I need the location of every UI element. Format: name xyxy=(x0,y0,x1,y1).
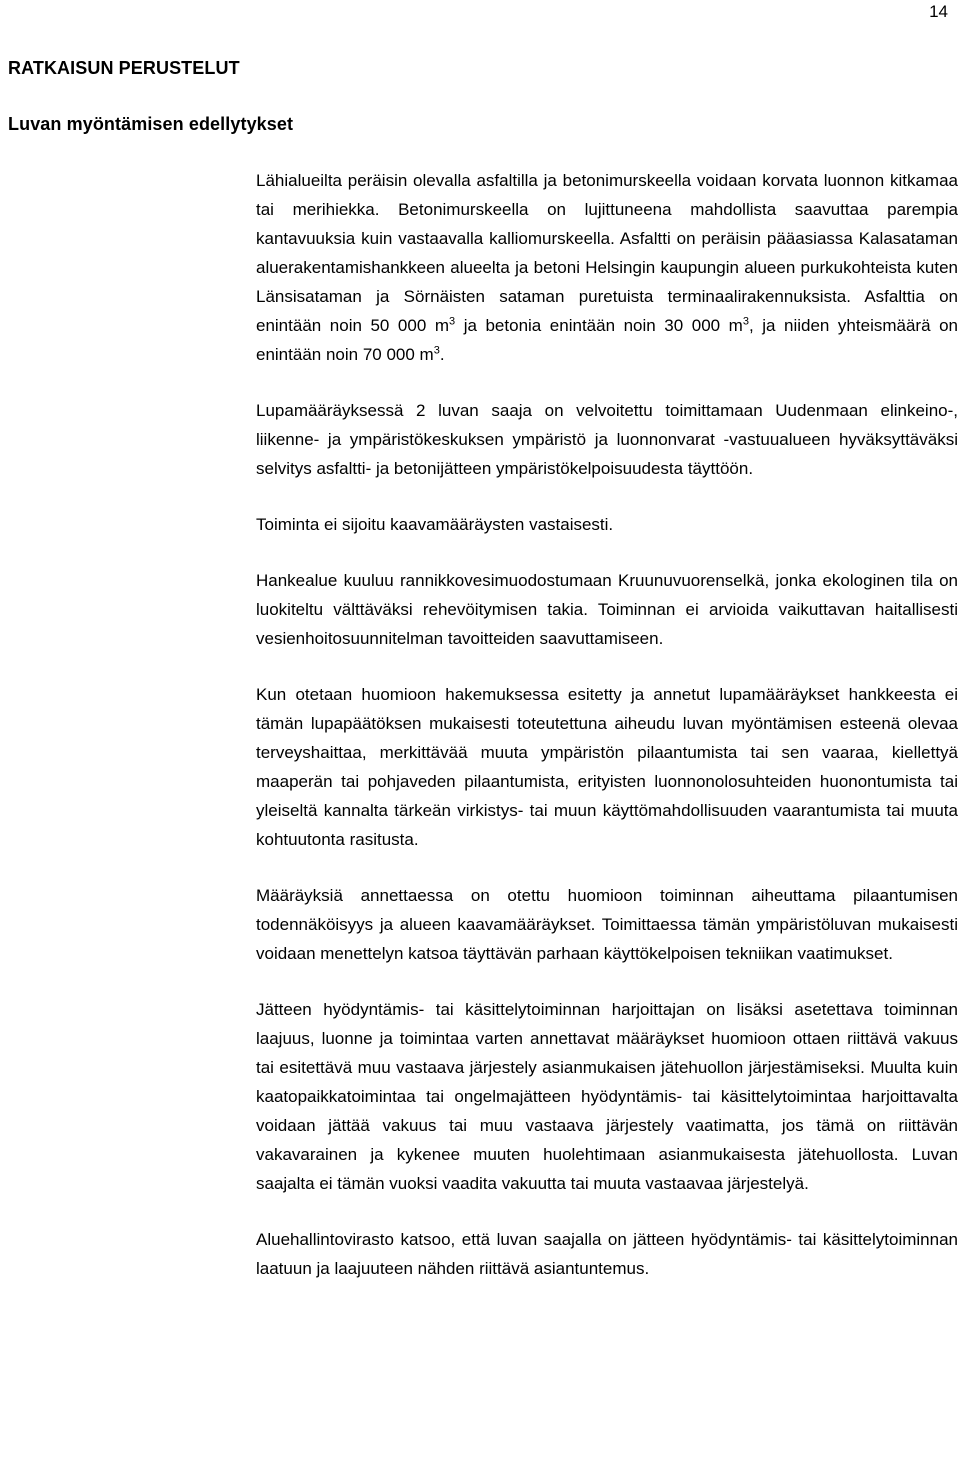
paragraph-license-condition: Lupamääräyksessä 2 luvan saaja on velvoitettu toimittamaan Uudenmaan elinkeino-, liikenne- ja ympäristökeskuksen ympäristö ja luonnonvarat -vastuualueen hyväksyttäväksi selvitys asfaltti- ja betonijätteen ympäristökelpoisuudesta täyttöön. xyxy=(256,401,958,478)
paragraph-materials xyxy=(256,166,958,369)
superscript: 3 xyxy=(433,344,440,357)
section-title: RATKAISUN PERUSTELUT xyxy=(8,58,240,78)
paragraph-text: , ja niiden yhteismäärä on enintään noin 70 000 m xyxy=(256,316,958,364)
superscript: 3 xyxy=(742,315,749,328)
superscript: 3 xyxy=(449,315,456,328)
page-number: 14 xyxy=(929,2,948,21)
body-text xyxy=(256,166,958,1310)
paragraph-text: Lähialueilta peräisin olevalla asfaltilla ja betonimurskeella voidaan korvata luonnon kitkamaa tai merihiekka. Betonimurskeella on lujittuneena mahdollista saavuttaa parempia kantavuuksia kuin vastaavalla kalliomurskeella. Asfaltti on peräisin pääasiassa Kalasataman aluerakentamishankkeen alueelta ja betoni Helsingin kaupungin alueen purkukohteista kuten Länsisataman ja Sörnäisten sataman puretuista terminaalirakennuksista. Asfalttia on enintään noin 50 000 m xyxy=(256,171,958,335)
paragraph-expertise: Aluehallintovirasto katsoo, että luvan saajalla on jätteen hyödyntämis- tai käsittelytoiminnan laatuun ja laajuuteen nähden riittävä asiantuntemus. xyxy=(256,1230,958,1278)
paragraph-security-deposit: Jätteen hyödyntämis- tai käsittelytoiminnan harjoittajan on lisäksi asetettava toiminnan laajuus, luonne ja toimintaa varten annettavat määräykset huomioon ottaen riittävä vakuus tai esitettävä muu vastaava järjestely asianmukaisen jätehuollon järjestämiseksi. Muulta kuin kaatopaikkatoimintaa tai ongelmajätteen hyödyntämis- tai käsittelytoimintaa harjoittavalta voidaan jättää vakuus tai muu vastaava järjestely vaatimatta, jos tämä on riittävän vakavarainen ja kykenee muuten huolehtimaan asianmukaisesta jätehuollosta. Luvan saajalta ei tämän vuoksi vaadita vakuutta tai muuta vastaavaa järjestelyä. xyxy=(256,1000,958,1193)
paragraph-text: . xyxy=(439,345,445,364)
paragraph-water-body: Hankealue kuuluu rannikkovesimuodostumaan Kruunuvuorenselkä, jonka ekologinen tila on luokiteltu välttäväksi rehevöitymisen takia. Toiminnan ei arvioida vaikuttavan haitallisesti vesienhoitosuunnitelman tavoitteiden saavuttamiseen. xyxy=(256,571,958,648)
paragraph-health-impact: Kun otetaan huomioon hakemuksessa esitetty ja annetut lupamääräykset hankkeesta ei tämän lupapäätöksen mukaisesti toteutettuna aiheudu luvan myöntämisen esteenä olevaa terveyshaittaa, merkittävää muuta ympäristön pilaantumista tai sen vaaraa, kiellettyä maaperän tai pohjaveden pilaantumista, erityisten luonnonolosuhteiden huonontumista tai yleiseltä kannalta tärkeän virkistys- tai muun käyttömahdollisuuden vaarantumista tai muuta kohtuutonta rasitusta. xyxy=(256,685,958,849)
paragraph-zoning: Toiminta ei sijoitu kaavamääräysten vastaisesti. xyxy=(256,515,614,534)
paragraph-text: ja betonia enintään noin 30 000 m xyxy=(455,316,743,335)
paragraph-regulations: Määräyksiä annettaessa on otettu huomioon toiminnan aiheuttama pilaantumisen todennäköisyys ja alueen kaavamääräykset. Toimittaessa tämän ympäristöluvan mukaisesti voidaan menettelyn katsoa täyttävän parhaan käyttökelpoisen tekniikan vaatimukset. xyxy=(256,886,958,963)
subsection-title: Luvan myöntämisen edellytykset xyxy=(8,114,294,134)
